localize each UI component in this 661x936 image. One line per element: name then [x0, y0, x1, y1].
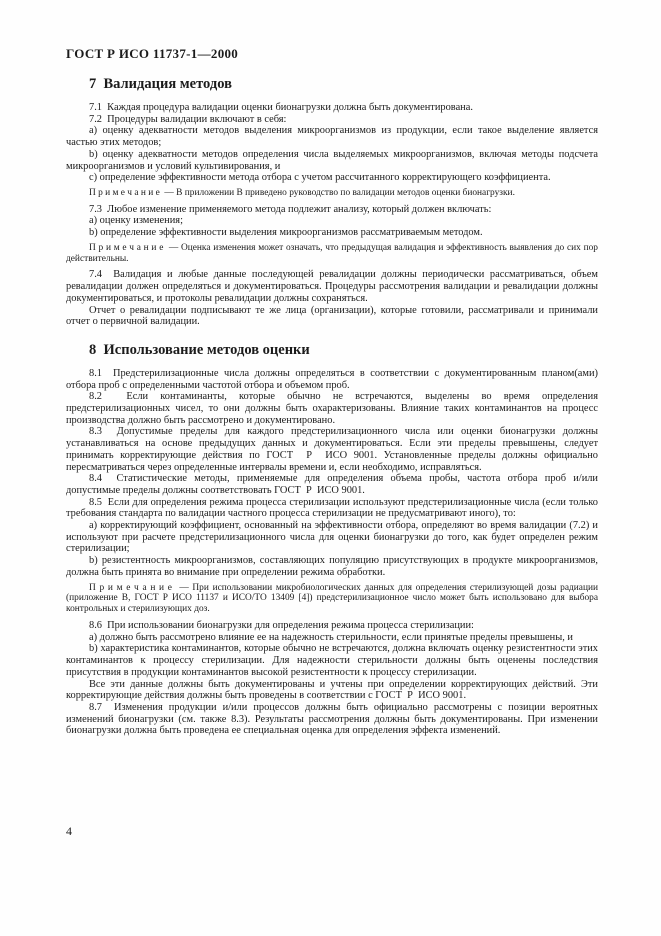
body-paragraph: 7.3 Любое изменение применяемого метода подлежит анализу, который должен включать:: [89, 203, 492, 215]
body-paragraph: a) оценку изменения;: [89, 215, 183, 227]
body-paragraph: b) характеристика контаминантов, которые обычно не встречаются, должна включать оценку резистентности этих контаминантов к процессу стерилизации. Для надежности стерильности должны быть оценены последствия присутствия в продукции контаминантов высокой резистентности к процессу стерилизации.: [66, 643, 598, 678]
body-paragraph: 8.1 Предстерилизационные числа должны определяться в соответствии с документированным планом(ами) отбора проб с определенными частотой отбора и объемом проб.: [66, 367, 598, 391]
body-paragraph: 8.7 Изменения продукции и/или процессов должны быть официально рассмотрены с позиции вероятных изменений бионагрузки (см. также 8.3). Результаты рассмотрения должны быть документированы. При изменении бионагрузки должна быть проведена ее специальная оценка для определения эффекта изменений.: [66, 701, 598, 737]
body-paragraph: b) определение эффективности выделения микроорганизмов рассматриваемым методом.: [89, 227, 483, 239]
body-paragraph: b) резистентность микроорганизмов, составляющих популяцию присутствующих в продукте микроорганизмов, должна быть принята во внимание при определении режима обработки.: [66, 555, 598, 578]
body-paragraph: c) определение эффективности метода отбора с учетом рассчитанного корректирующего коэффициента.: [89, 172, 551, 184]
note-paragraph: П р и м е ч а н и е — Оценка изменения может означать, что предыдущая валидация и эффективность выявления до сих пор действительны.: [66, 242, 598, 264]
page-number: 4: [66, 824, 72, 838]
body-paragraph: 8.3 Допустимые пределы для каждого предстерилизационного числа или оценки бионагрузки должны устанавливаться на основе предыдущих данных и документироваться. Если эти пределы превышены, следует принимать корректирующие действия по ГОСТ Р ИСО 9001. Установленные пределы должны официально пересматриваться через определенные интервалы времени и, если необходимо, исправляться.: [66, 426, 598, 473]
section-heading: 7 Валидация методов: [89, 76, 232, 92]
body-paragraph: a) корректирующий коэффициент, основанный на эффективности отбора, определяют во время валидации (7.2) и используют при расчете предстерилизационного числа для оценки бионагрузки до того, как будет определен режим стерилизации;: [66, 520, 598, 555]
body-paragraph: 8.2 Если контаминанты, которые обычно не встречаются, выделены во время определения предстерилизационных чисел, то они должны быть охарактеризованы. Влияние таких контаминантов на процесс производства должно быть рассмотрено и документировано.: [66, 391, 598, 426]
body-paragraph: a) оценку адекватности методов выделения микроорганизмов из продукции, если такое выделение является частью этих методов;: [66, 125, 598, 149]
body-paragraph: b) оценку адекватности методов определения числа выделяемых микроорганизмов, включая методы подсчета микроорганизмов и условий культивирования, и: [66, 148, 598, 172]
body-paragraph: 8.5 Если для определения режима процесса стерилизации используют предстерилизационные числа (если только требования стандарта по валидации частного процесса стерилизации не предусматривают иного), то:: [66, 496, 598, 520]
note-paragraph: П р и м е ч а н и е — В приложении В приведено руководство по валидации методов оценки бионагрузки.: [89, 187, 515, 198]
body-paragraph: 7.1 Каждая процедура валидации оценки бионагрузки должна быть документирована.: [89, 102, 473, 113]
body-paragraph: 8.6 При использовании бионагрузки для определения режима процесса стерилизации:: [89, 619, 474, 631]
note-paragraph: П р и м е ч а н и е — При использовании микробиологических данных для определения стерилизующей дозы радиации (приложение В, ГОСТ Р ИСО 11137 и ИСО/ТО 13409 [4]) предстерилизационное число может быть использовано для выбора контрольных и стерилизующих доз.: [66, 582, 598, 615]
section-heading: 8 Использование методов оценки: [89, 341, 310, 358]
document-code-header: ГОСТ Р ИСО 11737-1—2000: [66, 46, 239, 61]
body-paragraph: 7.2 Процедуры валидации включают в себя:: [89, 113, 287, 125]
body-paragraph: Отчет о ревалидации подписывают те же лица (организации), которые готовили, рассматривали и принимали отчет о первичной валидации.: [66, 304, 598, 328]
sections-container: [66, 76, 598, 737]
body-paragraph: Все эти данные должны быть документированы и учтены при определении корректирующих действий. Эти корректирующие действия должны быть проведены в соответствии с ГОСТ Р ИСО 9001.: [66, 678, 598, 702]
page-content: [66, 46, 598, 737]
body-paragraph: 8.4 Статистические методы, применяемые для определения объема пробы, частота отбора проб и/или допустимые пределы должны соответствовать ГОСТ Р ИСО 9001.: [66, 473, 598, 496]
body-paragraph: a) должно быть рассмотрено влияние ее на надежность стерильности, если принятые пределы превышены, и: [89, 631, 573, 643]
body-paragraph: 7.4 Валидация и любые данные последующей ревалидации должны периодически рассматриваться, объем ревалидации должен определяться и документироваться. Процедуры рассмотрения валидации и ревалидации должны документироваться, и протоколы ревалидации должны сохраняться.: [66, 269, 598, 304]
